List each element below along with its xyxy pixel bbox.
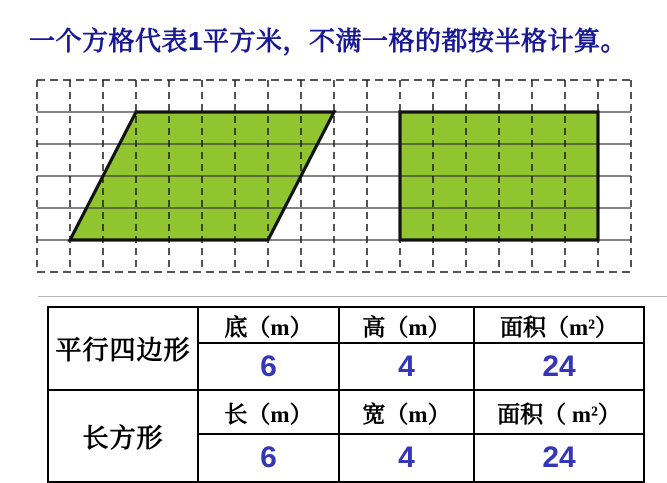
- value-parallelogram-height: 4: [339, 343, 474, 390]
- header-rectangle-width: 宽（m）: [339, 390, 474, 434]
- value-rectangle-length: 6: [198, 434, 339, 482]
- value-rectangle-area: 24: [474, 434, 644, 482]
- header-parallelogram-base: 底（m）: [198, 307, 339, 343]
- row-label-parallelogram: 平行四边形: [48, 307, 198, 390]
- value-parallelogram-base: 6: [198, 343, 339, 390]
- section-divider: [38, 296, 667, 297]
- measurements-table: [47, 306, 645, 483]
- header-rectangle-area: 面积（ m²）: [474, 390, 644, 434]
- header-rectangle-length: 长（m）: [198, 390, 339, 434]
- row-label-rectangle: 长方形: [48, 390, 198, 482]
- page-title: 一个方格代表1平方米，不满一格的都按半格计算。: [29, 26, 627, 56]
- value-parallelogram-area: 24: [474, 343, 644, 390]
- header-parallelogram-height: 高（m）: [339, 307, 474, 343]
- grid-diagram: [34, 77, 634, 275]
- header-parallelogram-area: 面积（m²）: [474, 307, 644, 343]
- value-rectangle-width: 4: [339, 434, 474, 482]
